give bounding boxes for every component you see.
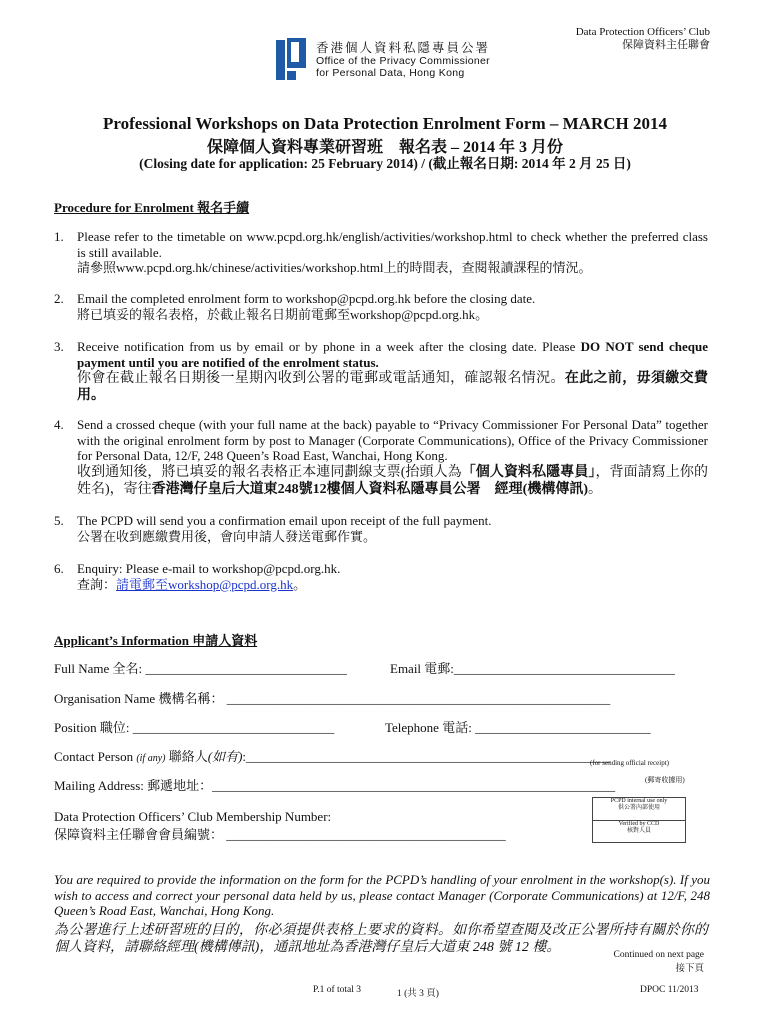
- club-name-zh: 保障資料主任聯會: [622, 39, 710, 51]
- contact-person-field[interactable]: [54, 746, 610, 765]
- contact-person-ifany: (if any): [136, 753, 166, 764]
- contact-person-line: :________________________________________________________: [242, 749, 611, 764]
- contact-person-label: Contact Person: [54, 749, 137, 764]
- procedure-heading: Procedure for Enrolment 報名手續: [54, 200, 250, 215]
- continued-en: Continued on next page: [613, 950, 704, 960]
- office-name-zh: 香港個人資料私隱專員公署: [316, 41, 491, 55]
- contact-person-label-zh: 聯絡人: [165, 749, 208, 764]
- enquiry-zh-end: 。: [293, 576, 307, 592]
- payee-name: 「個人資料私隱專員」: [461, 464, 596, 480]
- continued-note: [612, 950, 704, 974]
- verified-by-label-zh: 核對人員: [626, 828, 651, 834]
- mailing-address-field[interactable]: Mailing Address: 郵遞地址：______________________________________________________________: [54, 778, 616, 793]
- privacy-notice-zh: 為公署進行上述研習班的目的，你必須提供表格上要求的資料。如你希望查閱及改正公署所持有關於你的個人資料，請聯絡經理(機構傳訊)，通訊地址為香港灣仔皇后大道東 248 號 12 樓。: [54, 923, 708, 955]
- closing-date: (Closing date for application: 25 February 2014) / (截止報名日期: 2014 年 2 月 25 日): [139, 156, 631, 171]
- procedure-item-3-en-bold: DO NOT send cheque payment until you are notified of the enrolment status.: [77, 339, 708, 370]
- procedure-item-5-en: The PCPD will send you a confirmation email upon receipt of the full payment.: [77, 513, 492, 528]
- mail-address-zh: 香港灣仔皇后大道東248號12樓個人資料私隱專員公署 經理(機構傳訊): [151, 481, 588, 497]
- internal-use-label: PCPD internal use only: [610, 798, 668, 804]
- telephone-field[interactable]: Telephone 電話: ___________________________: [385, 720, 651, 735]
- procedure-item-1-zh: 請參照www.pcpd.org.hk/chinese/activities/workshop.html上的時間表，查閱報讀課程的情況。: [77, 260, 592, 275]
- mailing-note: (郵寄收據用): [645, 776, 685, 784]
- applicant-heading: Applicant’s Information 申請人資料: [54, 633, 258, 648]
- club-name-en: Data Protection Officers’ Club: [575, 26, 710, 38]
- enquiry-zh-label: 查詢：: [77, 576, 117, 592]
- procedure-item-3-zh: 你會在截止報名日期後一星期內收到公署的電郵或電話通知，確認報名情況。: [77, 371, 565, 386]
- procedure-item-4-zh: 收到通知後，將已填妥的報名表格正本連同劃線支票(抬頭人為: [77, 464, 462, 480]
- procedure-item-1-en: Please refer to the timetable on www.pcpd.org.hk/english/activities/workshop.html to check whether the preferred class is still available.: [77, 229, 708, 260]
- procedure-item-4-zh-cont: ，背面請寫上你的姓名)，寄往: [77, 464, 709, 497]
- page-number-zh: 1 (共 3 頁): [397, 989, 439, 999]
- full-name-field[interactable]: Full Name 全名: _______________________________: [54, 661, 347, 676]
- receipt-note: (for sending official receipt): [590, 759, 669, 767]
- procedure-item-5-zh: 公署在收到應繳費用後，會向申請人發送電郵作實。: [77, 528, 377, 544]
- internal-use-box: [592, 797, 686, 843]
- membership-label-en: Data Protection Officers’ Club Membership Number:: [54, 809, 332, 824]
- verified-by-label: Verified by CCD: [618, 821, 660, 827]
- form-title-en: Professional Workshops on Data Protection Enrolment Form – MARCH 2014: [103, 114, 667, 133]
- position-field[interactable]: Position 職位: _______________________________: [54, 720, 335, 735]
- procedure-item-6-en: Enquiry: Please e-mail to workshop@pcpd.org.hk.: [77, 561, 341, 576]
- form-title-zh: 保障個人資料專業研習班 報名表 – 2014 年 3 月份: [206, 139, 563, 156]
- office-name-en-2: for Personal Data, Hong Kong: [316, 67, 465, 79]
- procedure-item-2-zh: 將已填妥的報名表格，於截止報名日期前電郵至workshop@pcpd.org.hk。: [77, 306, 489, 322]
- email-field[interactable]: Email 電郵:__________________________________: [390, 661, 675, 676]
- enquiry-email-link[interactable]: 請電郵至workshop@pcpd.org.hk: [116, 576, 294, 592]
- continued-zh: 接下頁: [675, 964, 704, 974]
- procedure-item-3-en: Receive notification from us by email or by phone in a week after the closing date. Please: [77, 339, 581, 354]
- membership-number-field[interactable]: 保障資料主任聯會會員編號： ___________________________________________: [54, 827, 506, 842]
- form-code: DPOC 11/2013: [640, 985, 699, 995]
- club-name: [576, 26, 710, 52]
- pcpd-logo-icon: [276, 38, 306, 80]
- contact-person-ruyou: (如有): [207, 749, 243, 764]
- organisation-field[interactable]: Organisation Name 機構名稱： ___________________________________________________________: [54, 691, 611, 706]
- procedure-item-4-zh-end: 。: [588, 481, 602, 497]
- office-name-en-1: Office of the Privacy Commissioner: [316, 54, 490, 67]
- procedure-item-2-en: Email the completed enrolment form to workshop@pcpd.org.hk before the closing date.: [77, 291, 536, 306]
- page-number-en: P.1 of total 3: [313, 985, 362, 995]
- internal-use-label-zh: 供公署內部使用: [617, 805, 660, 811]
- procedure-item-3-zh-bold: 在此之前，毋須繳交費用。: [77, 371, 708, 403]
- procedure-item-4-en: Send a crossed cheque (with your full name at the back) payable to “Privacy Commissioner For Personal Data” together with the original enrolment form by post to Manager (Corporate Communications), Office of the Privacy Commissioner for Personal Data, 12/F, 248 Queen’s Road East, Wanchai, Hong Kong.: [77, 417, 708, 463]
- privacy-notice-en: You are required to provide the information on the form for the PCPD’s handling of your enrolment in the workshop(s). If you wish to access and correct your personal data held by us, please contact Manager (Corporate Communications) at 12/F, 248 Queen’s Road East, Wanchai, Hong Kong.: [54, 872, 710, 918]
